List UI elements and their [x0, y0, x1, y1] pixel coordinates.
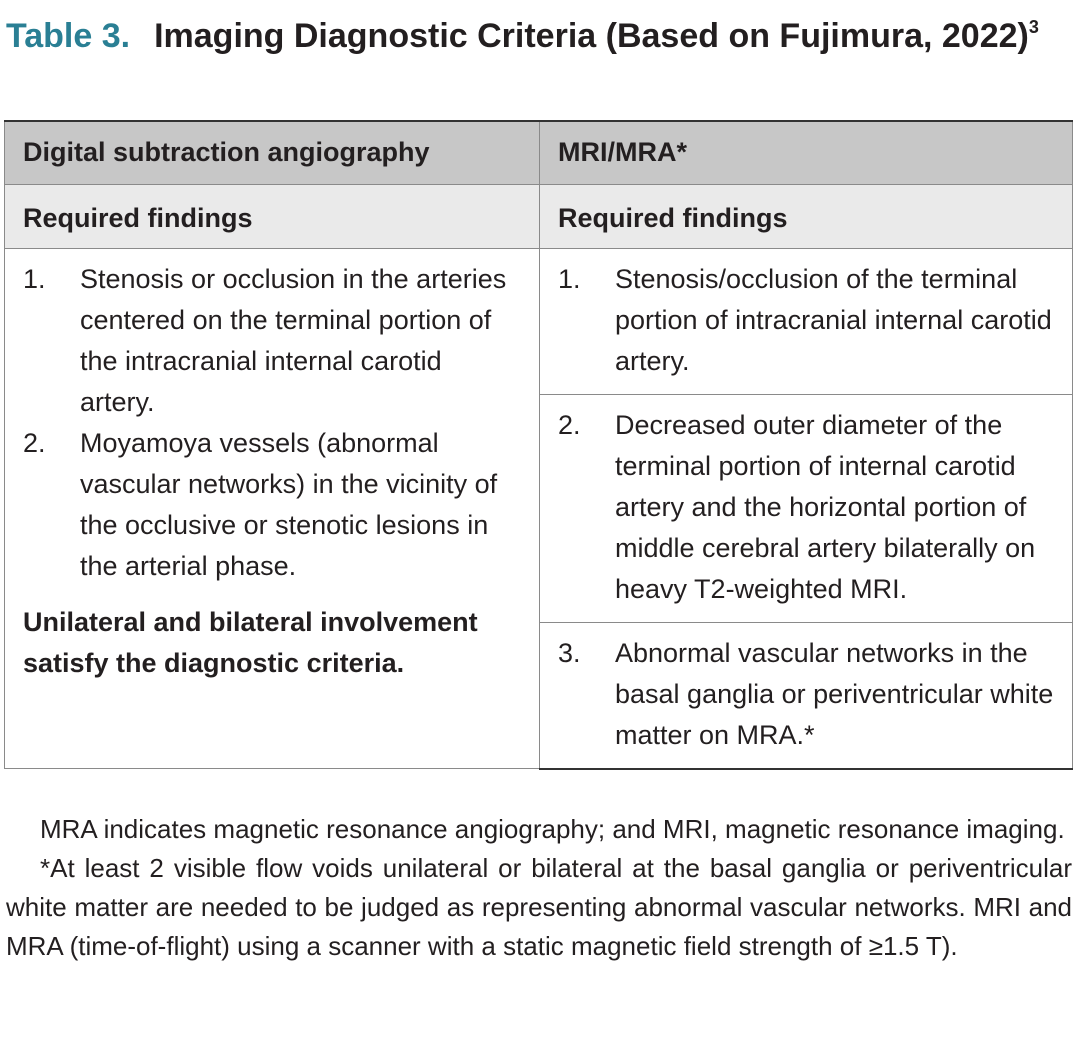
table-subheader-row	[5, 184, 1073, 248]
mri-finding-3	[558, 633, 1060, 756]
table-title	[6, 12, 1072, 60]
table-label: Table 3.	[6, 17, 131, 55]
dsa-findings-list	[23, 259, 523, 587]
list-item	[558, 405, 1060, 610]
mri-finding-cell	[540, 622, 1073, 769]
subheader-mri: Required findings	[540, 184, 1073, 248]
footnote-abbreviations: MRA indicates magnetic resonance angiography; and MRI, magnetic resonance imaging.	[40, 814, 1065, 844]
list-item	[23, 259, 523, 423]
item-number: 2.	[558, 409, 581, 440]
item-number: 2.	[23, 427, 46, 458]
mri-finding-cell	[540, 248, 1073, 394]
list-item	[558, 259, 1060, 382]
column-header-dsa: Digital subtraction angiography	[5, 121, 540, 184]
table-title-text: Imaging Diagnostic Criteria (Based on Fujimura, 2022)	[154, 17, 1029, 55]
table-header-row	[5, 121, 1073, 184]
list-item	[558, 633, 1060, 756]
mri-finding-cell	[540, 394, 1073, 622]
item-number: 1.	[23, 263, 46, 294]
table-row	[5, 248, 1073, 394]
criteria-table	[4, 120, 1073, 770]
footnote-asterisk: *At least 2 visible flow voids unilateral or bilateral at the basal ganglia or periventricular white matter are needed to be judged as representing abnormal vascular networks. MRI and MRA (time-of-flight) using a scanner with a static magnetic field strength of ≥1.5 T).	[6, 853, 1072, 961]
column-header-mri: MRI/MRA*	[540, 121, 1073, 184]
dsa-note: Unilateral and bilateral involvement satisfy the diagnostic criteria.	[23, 606, 478, 678]
item-text: Abnormal vascular networks in the basal ganglia or periventricular white matter on MRA.*	[615, 637, 1054, 750]
item-text: Moyamoya vessels (abnormal vascular networks) in the vicinity of the occlusive or stenotic lesions in the arterial phase.	[80, 427, 498, 581]
item-text: Stenosis or occlusion in the arteries centered on the terminal portion of the intracranial internal carotid artery.	[80, 263, 507, 417]
dsa-findings-cell	[5, 248, 540, 769]
item-number: 3.	[558, 637, 581, 668]
list-item	[23, 423, 523, 587]
mri-finding-2	[558, 405, 1060, 610]
reference-superscript: 3	[1028, 17, 1039, 37]
table-footnotes	[6, 810, 1072, 966]
item-number: 1.	[558, 263, 581, 294]
subheader-dsa: Required findings	[5, 184, 540, 248]
item-text: Decreased outer diameter of the terminal portion of internal carotid artery and the horizontal portion of middle cerebral artery bilaterally on heavy T2-weighted MRI.	[615, 409, 1036, 604]
mri-finding-1	[558, 259, 1060, 382]
item-text: Stenosis/occlusion of the terminal portion of intracranial internal carotid artery.	[615, 263, 1052, 376]
